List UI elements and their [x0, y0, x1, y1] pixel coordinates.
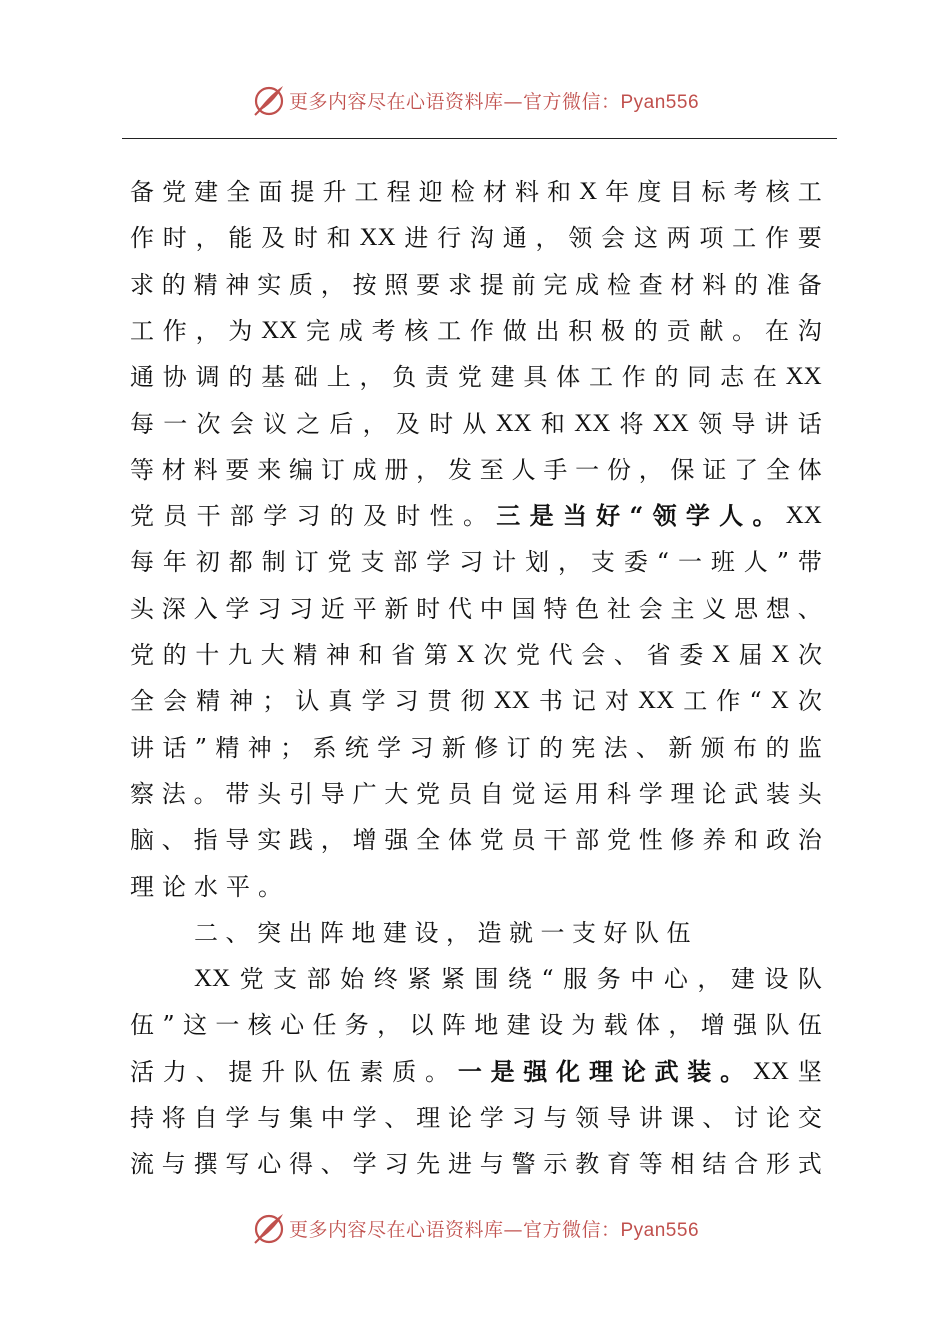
text-line: 持 将 自 学 与 集 中 学 、 理 论 学 习 与 领 导 讲 课 、 讨 论 交 [130, 1104, 822, 1132]
text-line: 每 一 次 会 议 之 后 ， 及 时 从 XX 和 XX 将 XX 领 导 讲 话 [130, 409, 822, 438]
text-line: 求 的 精 神 实 质 ， 按 照 要 求 提 前 完 成 检 查 材 料 的 准 备 [130, 270, 822, 299]
text-line: 党 的 十 九 大 精 神 和 省 第 X 次 党 代 会 、 省 委 X 届 X 次 [130, 641, 822, 669]
text-line: 每 年 初 都 制 订 党 支 部 学 习 计 划 ， 支 委 “ 一 班 人 ” 带 [130, 548, 822, 577]
text-line: 理 论 水 平 。 [130, 872, 282, 901]
text-line: 察 法 。 带 头 引 导 广 大 党 员 自 觉 运 用 科 学 理 论 武 装 头 [130, 779, 822, 808]
text-line: 等 材 料 要 来 编 订 成 册 ， 发 至 人 手 一 份 ， 保 证 了 全 体 [130, 455, 822, 484]
footer-banner [0, 1210, 950, 1246]
text-line: 备 党 建 全 面 提 升 工 程 迎 检 材 料 和 X 年 度 目 标 考 核 工 [130, 178, 822, 206]
header-text: 更多内容尽在心语资料库—官方微信：Pyan556 [288, 90, 700, 113]
text-line: 流 与 撰 写 心 得 、 学 习 先 进 与 警 示 教 育 等 相 结 合 形 式 [130, 1150, 822, 1179]
header-banner [0, 82, 950, 118]
quill-logo-icon [251, 1210, 287, 1246]
header-divider [122, 138, 837, 139]
section-heading: 二 、 突 出 阵 地 建 设 ， 造 就 一 支 好 队 伍 [194, 918, 691, 947]
text-line: 通 协 调 的 基 础 上 ， 负 责 党 建 具 体 工 作 的 同 志 在 XX [130, 363, 822, 392]
text-line: 作 时 ， 能 及 时 和 XX 进 行 沟 通 ， 领 会 这 两 项 工 作 要 [130, 224, 822, 253]
text-line: XX 党 支 部 始 终 紧 紧 围 绕 “ 服 务 中 心 ， 建 设 队 [194, 965, 822, 994]
text-line: 讲 话 ” 精 神 ； 系 统 学 习 新 修 订 的 宪 法 、 新 颁 布 的 监 [130, 733, 822, 762]
text-line: 活 力 、 提 升 队 伍 素 质 。 一 是 强 化 理 论 武 装 。 XX 坚 [130, 1056, 822, 1086]
text-line: 党 员 干 部 学 习 的 及 时 性 。 三 是 当 好 “ 领 学 人 。 XX [130, 501, 822, 531]
footer-text: 更多内容尽在心语资料库—官方微信：Pyan556 [288, 1218, 700, 1241]
text-line: 全 会 精 神 ； 认 真 学 习 贯 彻 XX 书 记 对 XX 工 作 “ X 次 [130, 687, 822, 716]
text-line: 头 深 入 学 习 习 近 平 新 时 代 中 国 特 色 社 会 主 义 思 想 、 [130, 594, 822, 623]
text-line: 脑 、 指 导 实 践 ， 增 强 全 体 党 员 干 部 党 性 修 养 和 政 治 [130, 826, 822, 855]
text-line: 伍 ” 这 一 核 心 任 务 ， 以 阵 地 建 设 为 载 体 ， 增 强 队 伍 [130, 1011, 822, 1040]
quill-logo-icon [251, 82, 287, 118]
text-line: 工 作 ， 为 XX 完 成 考 核 工 作 做 出 积 极 的 贡 献 。 在 沟 [130, 316, 822, 345]
